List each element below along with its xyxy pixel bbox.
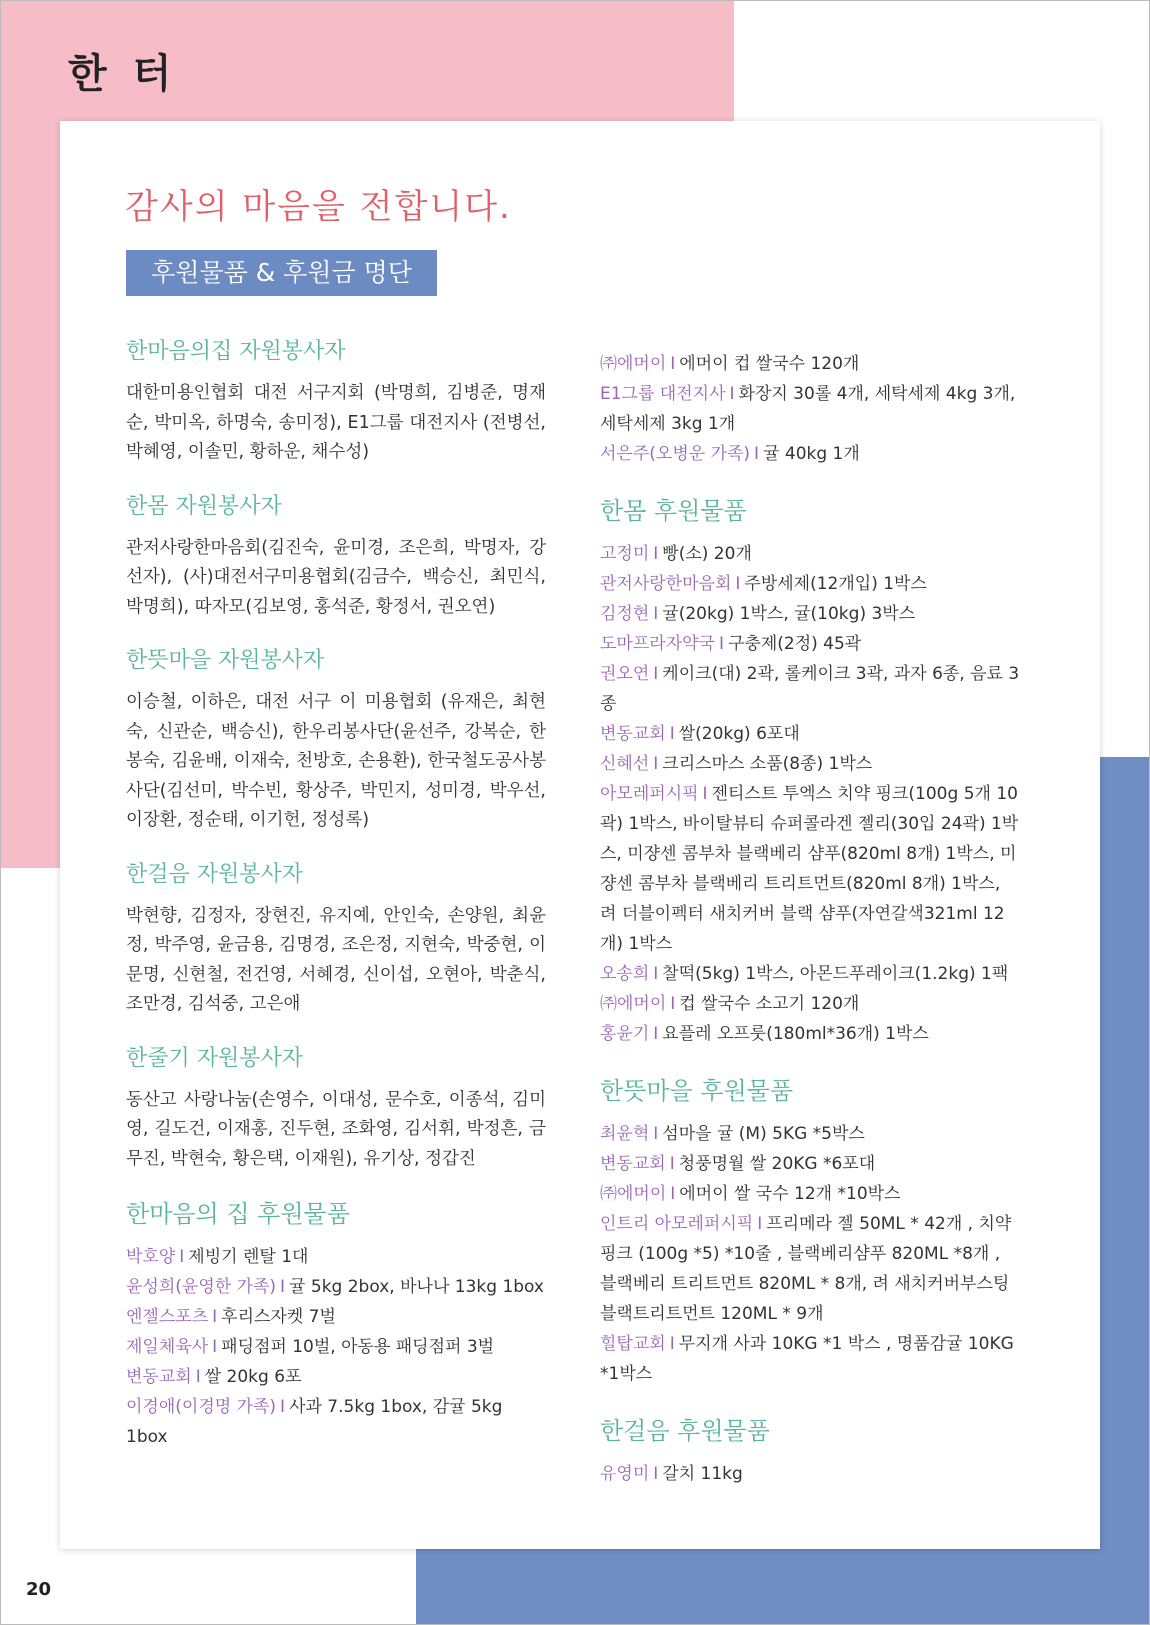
- donor-name: 권오연: [600, 664, 650, 684]
- donation-item: 청풍명월 쌀 20KG *6포대: [678, 1154, 876, 1174]
- donation-entry: [600, 1459, 1020, 1489]
- separator-mark: I: [195, 1367, 201, 1387]
- donation-item: 주방세제(12개입) 1박스: [744, 574, 927, 594]
- donation-item: 빵(소) 20개: [662, 544, 752, 564]
- donor-name: 신혜선: [600, 754, 650, 774]
- separator-mark: I: [702, 784, 708, 804]
- donation-entry: [600, 1329, 1020, 1389]
- donation-section-title: 한걸음 후원물품: [600, 1417, 770, 1445]
- separator-mark: I: [669, 724, 675, 744]
- right-column: [600, 349, 1020, 1489]
- donor-name: 변동교회: [126, 1367, 192, 1387]
- volunteer-section-body: 이승철, 이하은, 대전 서구 이 미용협회 (유재은, 최현숙, 신관순, 백승신), 한우리봉사단(윤선주, 강복순, 한봉숙, 김윤배, 이재숙, 천방호, 손용환), 한국철도공사봉사단(김선미, 박수빈, 황상주, 박민지, 성미경, 박우선, 이장환, 정순태, 이기헌, 정성록): [126, 692, 546, 830]
- donation-item: 제빙기 렌탈 1대: [188, 1247, 309, 1267]
- donation-entry: [600, 439, 1020, 469]
- separator-mark: I: [670, 1184, 676, 1204]
- separator-mark: I: [757, 1214, 763, 1234]
- donation-section-title: 한마음의 집 후원물품: [126, 1200, 350, 1228]
- separator-mark: I: [653, 1024, 659, 1044]
- donor-name: 힐탑교회: [600, 1334, 666, 1354]
- donation-entry: [600, 1119, 1020, 1149]
- separator-mark: I: [670, 994, 676, 1014]
- donation-item: 쌀(20kg) 6포대: [678, 724, 800, 744]
- donation-entry: [600, 959, 1020, 989]
- donor-name: 고정미: [600, 544, 650, 564]
- donation-item: 프리메라 젤 50ML * 42개 , 치약 핑크 (100g *5) *10줄 , 블랙베리샴푸 820ML *8개 , 블랙베리 트리트먼트 820ML * 8개, 려 새치커버부스팅 블랙트리트먼트 120ML * 9개: [600, 1214, 1012, 1324]
- donor-name: 유영미: [600, 1464, 650, 1484]
- volunteer-section-title: 한마음의집 자원봉사자: [126, 339, 346, 364]
- donor-name: 이경애(이경명 가족): [126, 1397, 277, 1417]
- donation-item: 젠티스트 투엑스 치약 핑크(100g 5개 10곽) 1박스, 바이탈뷰티 슈퍼콜라겐 젤리(30입 24곽) 1박스, 미쟝센 콤부차 블랙베리 샴푸(820ml 8개) 1박스, 미쟝센 콤부차 블랙베리 트리트먼트(820ml 8개) 1박스, 려 더블이펙터 새치커버 블랙 샴푸(자연갈색321ml 12개) 1박스: [600, 784, 1019, 954]
- donor-name: 인트리 아모레퍼시픽: [600, 1214, 754, 1234]
- separator-mark: I: [280, 1397, 286, 1417]
- donor-name: 변동교회: [600, 724, 666, 744]
- page-number: 20: [26, 1579, 52, 1600]
- donor-name: ㈜에머이: [600, 1184, 667, 1204]
- donor-name: 윤성희(윤영한 가족): [126, 1277, 277, 1297]
- donation-entry: [600, 379, 1020, 439]
- donation-entry: [126, 1332, 546, 1362]
- donor-name: 서은주(오병운 가족): [600, 444, 751, 464]
- donor-name: ㈜에머이: [600, 994, 667, 1014]
- separator-mark: I: [179, 1247, 185, 1267]
- donor-name: 오송희: [600, 964, 650, 984]
- separator-mark: I: [669, 1334, 675, 1354]
- donation-item: 에머이 쌀 국수 12개 *10박스: [679, 1184, 901, 1204]
- donation-entry: [126, 1302, 546, 1332]
- donation-section-title: 한뜻마을 후원물품: [600, 1077, 794, 1105]
- donor-name: 박호양: [126, 1247, 176, 1267]
- donation-entry: [600, 1209, 1020, 1329]
- separator-mark: I: [653, 754, 659, 774]
- separator-mark: I: [735, 574, 741, 594]
- volunteer-section-title: 한몸 자원봉사자: [126, 493, 282, 519]
- donor-name: 관저사랑한마음회: [600, 574, 732, 594]
- separator-mark: I: [653, 1464, 659, 1484]
- donation-entry: [600, 1019, 1020, 1049]
- separator-mark: I: [280, 1277, 286, 1297]
- donor-name: 아모레퍼시픽: [600, 784, 699, 804]
- donor-name: 김정현: [600, 604, 650, 624]
- donation-item: 케이크(대) 2곽, 롤케이크 3곽, 과자 6종, 음료 3종: [600, 664, 1020, 714]
- separator-mark: I: [653, 964, 659, 984]
- donation-section-title: 한몸 후원물품: [600, 497, 747, 525]
- donation-item: 쌀 20kg 6포: [204, 1367, 302, 1387]
- donor-name: 홍윤기: [600, 1024, 650, 1044]
- donation-entry: [600, 1179, 1020, 1209]
- donation-entry: [126, 1392, 546, 1452]
- donor-name: 변동교회: [600, 1154, 666, 1174]
- content-card: [60, 121, 1100, 1549]
- separator-mark: I: [754, 444, 760, 464]
- donation-entry: [126, 1242, 546, 1272]
- donation-item: 컵 쌀국수 소고기 120개: [679, 994, 860, 1014]
- donation-entry: [126, 1272, 546, 1302]
- donation-item: 화장지 30롤 4개, 세탁세제 4kg 3개, 세탁세제 3kg 1개: [600, 384, 1016, 434]
- page-header-title: 한 터: [68, 51, 178, 97]
- left-column: [126, 337, 546, 1452]
- donor-name: E1그룹 대전지사: [600, 384, 726, 404]
- volunteer-section-body: 관저사랑한마음회(김진숙, 윤미경, 조은희, 박명자, 강선자), (사)대전서구미용협회(김금수, 백승신, 최민식, 박명희), 따자모(김보영, 홍석준, 황정서, 권오연): [126, 537, 546, 617]
- donation-entry: [600, 779, 1020, 959]
- volunteer-section-body: 박현향, 김정자, 장현진, 유지예, 안인숙, 손양원, 최윤정, 박주영, 윤금용, 김명경, 조은정, 지현숙, 박중현, 이문명, 신현철, 전건영, 서혜경, 신이섭, 오현아, 박춘식, 조만경, 김석중, 고은애: [126, 905, 546, 1014]
- separator-mark: I: [718, 634, 724, 654]
- separator-mark: I: [212, 1337, 218, 1357]
- donation-item: 귤 40kg 1개: [763, 444, 860, 464]
- donor-name: ㈜에머이: [600, 354, 667, 374]
- volunteer-section-body: 동산고 사랑나눔(손영수, 이대성, 문수호, 이종석, 김미영, 길도건, 이재홍, 진두현, 조화영, 김서휘, 박정흔, 금무진, 박현숙, 황은택, 이재원), 유기상, 정갑진: [126, 1089, 546, 1169]
- donor-list-banner: 후원물품 & 후원금 명단: [126, 250, 437, 296]
- donation-entry: [600, 599, 1020, 629]
- donation-item: 에머이 컵 쌀국수 120개: [679, 354, 860, 374]
- donation-item: 후리스자켓 7벌: [221, 1307, 336, 1327]
- donation-entry: [600, 1149, 1020, 1179]
- donation-item: 패딩점퍼 10벌, 아동용 패딩점퍼 3벌: [221, 1337, 495, 1357]
- donation-item: 섬마을 귤 (M) 5KG *5박스: [662, 1124, 865, 1144]
- thanks-headline: 감사의 마음을 전합니다.: [125, 187, 512, 227]
- donation-entry: [126, 1362, 546, 1392]
- donation-entry: [600, 539, 1020, 569]
- separator-mark: I: [653, 544, 659, 564]
- donor-name: 제일체육사: [126, 1337, 209, 1357]
- donation-entry: [600, 749, 1020, 779]
- donation-entry: [600, 569, 1020, 599]
- donation-entry: [600, 719, 1020, 749]
- volunteer-section-title: 한줄기 자원봉사자: [126, 1045, 304, 1071]
- donation-item: 귤(20kg) 1박스, 귤(10kg) 3박스: [662, 604, 916, 624]
- separator-mark: I: [653, 664, 659, 684]
- donation-item: 무지개 사과 10KG *1 박스 , 명품감귤 10KG *1박스: [600, 1334, 1014, 1384]
- volunteer-section-title: 한걸음 자원봉사자: [126, 861, 304, 887]
- donation-item: 사과 7.5kg 1box, 감귤 5kg 1box: [126, 1397, 503, 1447]
- separator-mark: I: [670, 354, 676, 374]
- donor-name: 엔젤스포츠: [126, 1307, 209, 1327]
- donation-item: 귤 5kg 2box, 바나나 13kg 1box: [289, 1277, 544, 1297]
- donor-name: 최윤혁: [600, 1124, 650, 1144]
- donation-entry: [600, 349, 1020, 379]
- donor-name: 도마프라자약국: [600, 634, 715, 654]
- separator-mark: I: [653, 604, 659, 624]
- donation-item: 구충제(2정) 45곽: [727, 634, 862, 654]
- donation-item: 크리스마스 소품(8종) 1박스: [662, 754, 873, 774]
- donation-item: 요플레 오프룻(180ml*36개) 1박스: [662, 1024, 929, 1044]
- separator-mark: I: [729, 384, 735, 404]
- donation-entry: [600, 989, 1020, 1019]
- donation-entry: [600, 629, 1020, 659]
- separator-mark: I: [212, 1307, 218, 1327]
- donation-item: 갈치 11kg: [662, 1464, 743, 1484]
- donation-item: 찰떡(5kg) 1박스, 아몬드푸레이크(1.2kg) 1팩: [662, 964, 1009, 984]
- volunteer-section-body: 대한미용인협회 대전 서구지회 (박명희, 김병준, 명재순, 박미옥, 하명숙, 송미정), E1그룹 대전지사 (전병선, 박혜영, 이솔민, 황하운, 채수성): [126, 383, 546, 462]
- separator-mark: I: [669, 1154, 675, 1174]
- separator-mark: I: [653, 1124, 659, 1144]
- donation-entry: [600, 659, 1020, 719]
- volunteer-section-title: 한뜻마을 자원봉사자: [126, 648, 325, 673]
